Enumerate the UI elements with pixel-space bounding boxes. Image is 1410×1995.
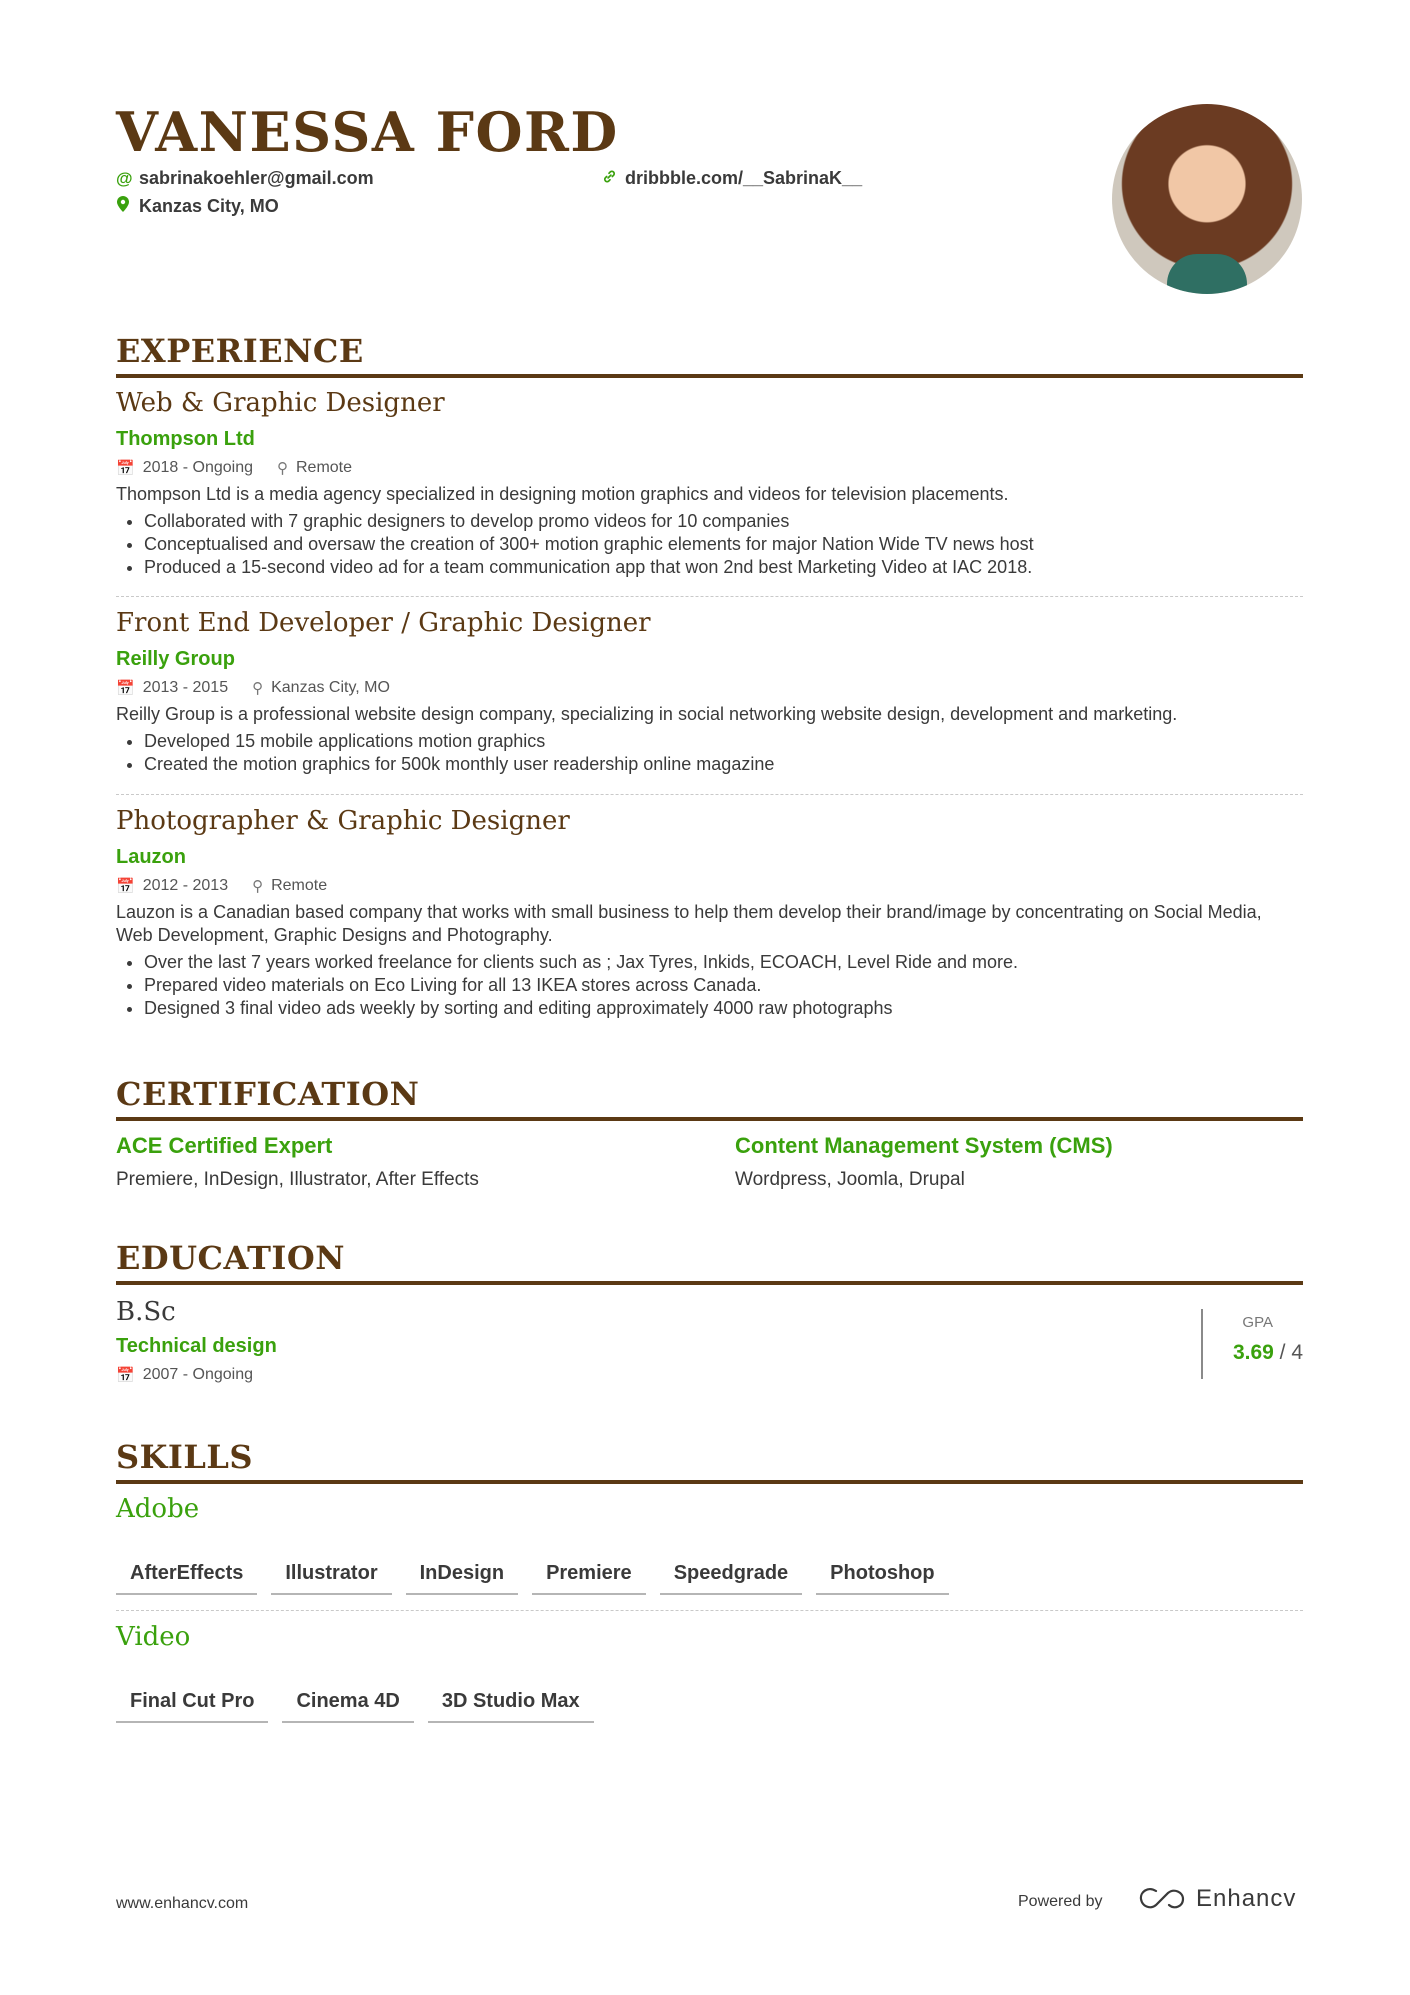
certification-name: ACE Certified Expert (116, 1133, 333, 1158)
job-title: Photographer & Graphic Designer (116, 806, 570, 836)
achievement-item: • Over the last 7 years worked freelance for clients such as ; Jax Tyres, Inkids, ECOACH, Level Ride and more. (144, 951, 1303, 974)
enhancv-brand-text: Enhancv (1196, 1885, 1297, 1912)
skill-tag: Final Cut Pro (116, 1690, 268, 1723)
map-pin-icon (116, 196, 130, 217)
calendar-icon: 📅 (116, 680, 135, 697)
company-name: Lauzon (116, 846, 186, 868)
website-text: dribbble.com/__SabrinaK__ (625, 168, 863, 188)
certification-name: Content Management System (CMS) (735, 1133, 1113, 1158)
job-meta (116, 459, 1303, 477)
achievement-item: • Designed 3 final video ads weekly by sorting and editing approximately 4000 raw photographs (144, 997, 1303, 1020)
job-dates: 2013 - 2015 (142, 679, 229, 696)
skills-heading: SKILLS (116, 1438, 1303, 1484)
skill-category: Video (116, 1622, 191, 1652)
calendar-icon: 📅 (116, 460, 135, 477)
candidate-name: VANESSA FORD (116, 100, 619, 164)
website-contact[interactable] (602, 168, 862, 189)
company-name: Thompson Ltd (116, 428, 255, 450)
job-location: Kanzas City, MO (271, 679, 390, 696)
at-icon: @ (116, 168, 133, 188)
job-dates: 2018 - Ongoing (142, 459, 253, 476)
skills-divider (116, 1610, 1303, 1611)
certification-detail: Wordpress, Joomla, Drupal (735, 1169, 965, 1190)
powered-by-text: Powered by (1018, 1893, 1103, 1910)
skill-tag: Premiere (532, 1562, 646, 1595)
footer-url[interactable]: www.enhancv.com (116, 1895, 249, 1912)
experience-entry (116, 608, 1303, 795)
email-contact[interactable] (116, 168, 374, 189)
education-field: Technical design (116, 1335, 277, 1357)
experience-heading: EXPERIENCE (116, 332, 1303, 378)
achievement-list (116, 730, 1303, 776)
achievement-item: • Prepared video materials on Eco Living for all 13 IKEA stores across Canada. (144, 974, 1303, 997)
job-title: Web & Graphic Designer (116, 388, 445, 418)
experience-entry (116, 388, 1303, 597)
skill-tag: InDesign (406, 1562, 518, 1595)
degree-title: B.Sc (116, 1297, 176, 1327)
achievement-list (116, 510, 1303, 579)
link-icon (602, 169, 616, 189)
location-text: Kanzas City, MO (139, 196, 279, 216)
achievement-list (116, 951, 1303, 1020)
company-description: Lauzon is a Canadian based company that works with small business to help them develop their brand/image by concentrating on Social Media, Web Development, Graphic Designs and Photography. (116, 902, 1262, 945)
job-title: Front End Developer / Graphic Designer (116, 608, 651, 638)
enhancv-logo-icon (1138, 1886, 1186, 1912)
education-meta (116, 1366, 1303, 1384)
skill-tag: Illustrator (271, 1562, 391, 1595)
education-entry (116, 1297, 1303, 1397)
calendar-icon: 📅 (116, 1367, 135, 1384)
achievement-item: • Developed 15 mobile applications motion graphics (144, 730, 1303, 753)
job-location: Remote (296, 459, 353, 476)
achievement-item: • Collaborated with 7 graphic designers to develop promo videos for 10 companies (144, 510, 1303, 533)
company-description: Thompson Ltd is a media agency specialized in designing motion graphics and videos for television placements. (116, 484, 1009, 504)
map-pin-icon: ⚲ (252, 680, 264, 697)
skill-tag-list (116, 1562, 949, 1595)
skill-tag: Speedgrade (660, 1562, 802, 1595)
job-meta (116, 679, 1303, 697)
certification-detail: Premiere, InDesign, Illustrator, After Effects (116, 1169, 479, 1190)
job-meta (116, 877, 1303, 895)
enhancv-logo[interactable] (1138, 1885, 1296, 1913)
map-pin-icon: ⚲ (277, 460, 288, 477)
certification-heading: CERTIFICATION (116, 1075, 1303, 1121)
skill-tag: Photoshop (816, 1562, 948, 1595)
calendar-icon: 📅 (116, 878, 135, 895)
company-name: Reilly Group (116, 648, 235, 670)
photo-shirt (1167, 254, 1247, 294)
map-pin-icon: ⚲ (252, 878, 264, 895)
email-text: sabrinakoehler@gmail.com (139, 168, 374, 188)
experience-entry (116, 806, 1303, 1036)
achievement-item: • Produced a 15-second video ad for a team communication app that won 2nd best Marketing Video at IAC 2018. (144, 556, 1303, 579)
skill-category: Adobe (116, 1494, 200, 1524)
education-heading: EDUCATION (116, 1239, 1303, 1285)
achievement-item: • Created the motion graphics for 500k monthly user readership online magazine (144, 753, 1303, 776)
gpa-box (1201, 1309, 1303, 1379)
job-dates: 2012 - 2013 (142, 877, 229, 894)
job-location: Remote (271, 877, 328, 894)
achievement-item: • Conceptualised and oversaw the creation of 300+ motion graphic elements for major Nation Wide TV news host (144, 533, 1303, 556)
skill-tag: Cinema 4D (282, 1690, 413, 1723)
company-description: Reilly Group is a professional website design company, specializing in social networking website design, development and marketing. (116, 704, 1178, 724)
skill-tag: 3D Studio Max (428, 1690, 594, 1723)
skill-tag-list (116, 1690, 594, 1723)
profile-photo (1112, 104, 1302, 294)
gpa-score (1203, 1341, 1303, 1365)
certification-item (735, 1133, 1113, 1191)
education-dates: 2007 - Ongoing (142, 1366, 253, 1383)
skill-tag: AfterEffects (116, 1562, 257, 1595)
gpa-label: GPA (1242, 1314, 1273, 1331)
gpa-value: 3.69 (1232, 1341, 1274, 1364)
certification-item (116, 1133, 479, 1191)
location-contact (116, 196, 279, 217)
gpa-max: / 4 (1273, 1341, 1303, 1364)
